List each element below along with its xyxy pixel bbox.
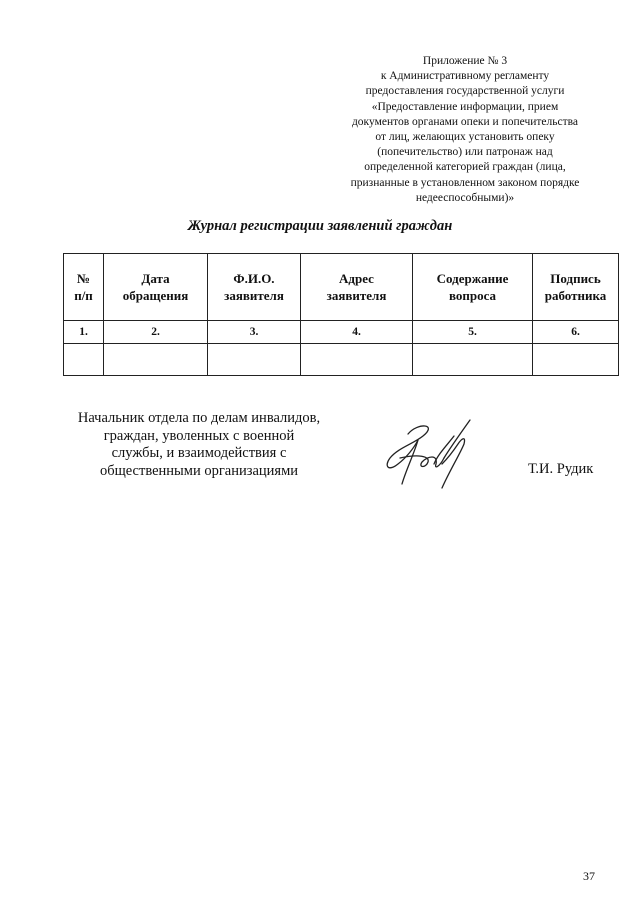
table-column-numbers-row (64, 321, 619, 344)
header-cell-question: Содержание вопроса (413, 254, 533, 321)
appendix-line: предоставления государственной услуги (365, 85, 565, 98)
table-header-row (64, 254, 619, 321)
column-number-cell: 4. (301, 321, 413, 344)
registration-table (63, 253, 619, 376)
header-cell-applicant-name: Ф.И.О. заявителя (208, 254, 301, 321)
column-number-cell: 3. (208, 321, 301, 344)
appendix-line: определенной категорией граждан (лица, (364, 161, 566, 174)
appendix-line: (попечительство) или патронаж над (377, 146, 553, 159)
column-number-cell: 5. (413, 321, 533, 344)
column-number-cell: 6. (533, 321, 619, 344)
appendix-note (320, 54, 610, 206)
appendix-line: недееспособными)» (415, 191, 515, 204)
table-cell (64, 344, 104, 376)
handwritten-signature (378, 414, 478, 490)
appendix-line: «Предоставление информации, прием (371, 100, 559, 113)
page-number: 37 (583, 869, 595, 883)
signer-title-line: общественными организациями (99, 462, 299, 479)
signer-title (66, 410, 332, 480)
signer-title-line: службы, и взаимодействия с (111, 445, 287, 461)
appendix-line: Приложение № 3 (422, 55, 508, 67)
header-cell-date: Дата обращения (104, 254, 208, 321)
column-number-cell: 2. (104, 321, 208, 344)
header-cell-employee-signature: Подпись работника (533, 254, 619, 321)
appendix-line: от лиц, желающих установить опеку (375, 131, 555, 144)
signer-name: Т.И. Рудик (528, 461, 594, 477)
appendix-line: к Административному регламенту (380, 70, 550, 83)
appendix-line: документов органами опеки и попечительства (351, 115, 579, 128)
table-cell (301, 344, 413, 376)
table-cell (413, 344, 533, 376)
table-cell (104, 344, 208, 376)
column-number-cell: 1. (64, 321, 104, 344)
signer-title-line: Начальник отдела по делам инвалидов, (77, 410, 321, 426)
header-cell-number: № п/п (64, 254, 104, 321)
appendix-line: признанные в установленном законом порядке (350, 176, 580, 189)
header-cell-applicant-address: Адрес заявителя (301, 254, 413, 321)
table-row (64, 344, 619, 376)
journal-title: Журнал регистрации заявлений граждан (187, 218, 453, 234)
table-cell (533, 344, 619, 376)
table-cell (208, 344, 301, 376)
signer-title-line: граждан, уволенных с военной (103, 427, 295, 444)
